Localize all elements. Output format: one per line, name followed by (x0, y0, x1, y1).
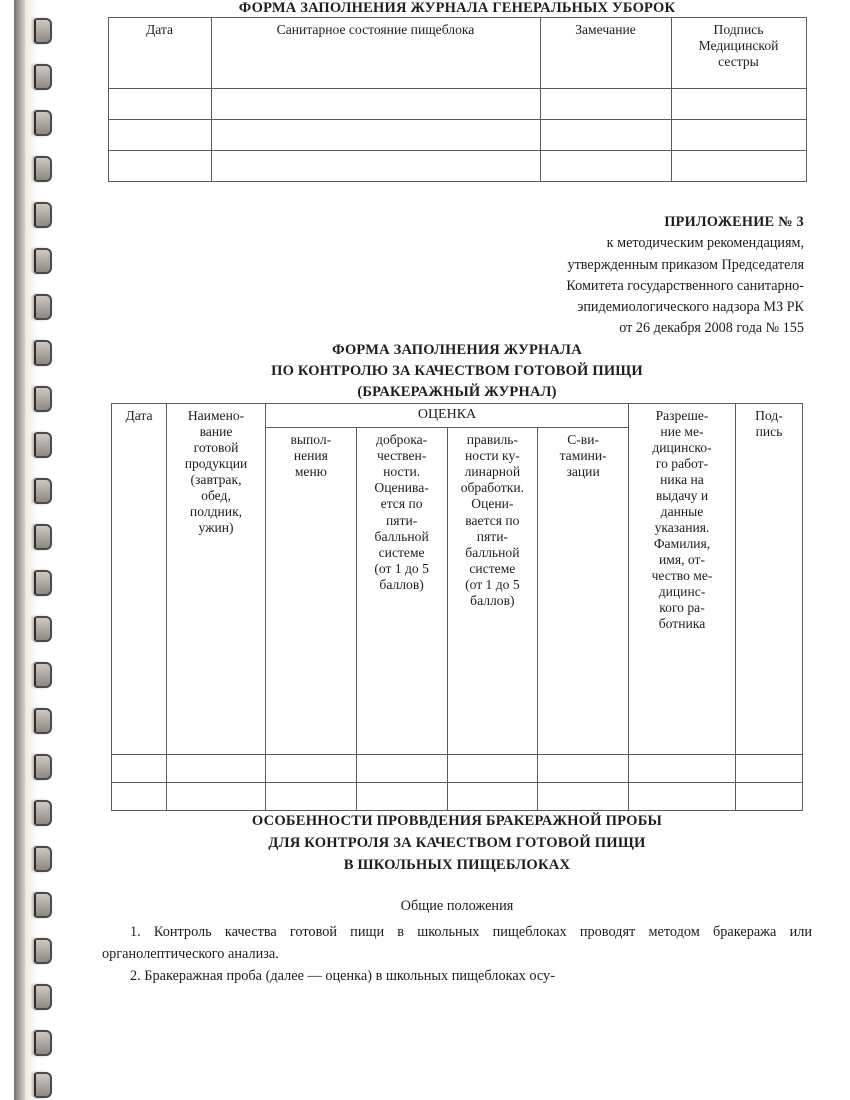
title-line: ФОРМА ЗАПОЛНЕНИЯ ЖУРНАЛА (332, 341, 582, 358)
cell-sanitary-state[interactable] (211, 120, 540, 151)
spiral-binding (0, 0, 62, 1100)
appendix-number: ПРИЛОЖЕНИЕ № 3 (664, 214, 804, 230)
cell-sanitary-state[interactable] (211, 151, 540, 182)
header-line: полдник, (189, 504, 243, 520)
header-line: чество ме- (651, 568, 713, 584)
binding-ring (34, 1072, 52, 1098)
cell-remark[interactable] (540, 89, 671, 120)
appendix-line: эпидемиологического надзора МЗ РК (577, 299, 804, 316)
header-line: готовой (193, 439, 239, 455)
binding-ring (34, 892, 52, 918)
header-line: ника на (660, 471, 704, 487)
column-group-header-assessment: ОЦЕНКА (266, 403, 629, 428)
header-line: Наимено- (187, 407, 245, 423)
binding-ring (34, 340, 52, 366)
header-line: системе (378, 544, 425, 560)
header-line: баллов) (470, 592, 515, 608)
column-header-culinary-processing (447, 428, 538, 755)
cell-signature[interactable] (671, 151, 806, 182)
header-line: выпол- (290, 432, 332, 448)
header-line: (от 1 до 5 (374, 560, 429, 576)
document-page (62, 0, 850, 1100)
binding-ring (34, 708, 52, 734)
header-line: вание (199, 423, 233, 439)
header-line: продукции (184, 455, 248, 471)
cell-culinary-processing[interactable] (447, 755, 538, 783)
binding-ring (34, 1030, 52, 1056)
table-row[interactable] (112, 783, 803, 811)
column-header-menu-execution (266, 428, 357, 755)
header-line: балльной (465, 544, 520, 560)
header-line: системе (469, 560, 516, 576)
column-header-sanitary-state: Санитарное состояние пищеблока (211, 18, 540, 89)
column-header-remark: Замечание (540, 18, 671, 89)
header-line: сестры (718, 54, 759, 70)
title-line: В ШКОЛЬНЫХ ПИЩЕБЛОКАХ (343, 857, 571, 874)
cell-signature[interactable] (736, 783, 803, 811)
cell-medical-permission[interactable] (629, 755, 736, 783)
title-line: ПО КОНТРОЛЮ ЗА КАЧЕСТВОМ ГОТОВОЙ ПИЩИ (271, 362, 643, 379)
subheading-general-provisions: Общие положения (400, 898, 514, 915)
cell-menu-execution[interactable] (266, 783, 357, 811)
page-title-food-quality-journal (102, 340, 812, 403)
header-line: ности ку- (464, 448, 520, 464)
title-line: (БРАКЕРАЖНЫЙ ЖУРНАЛ) (357, 383, 557, 400)
binding-ring (34, 662, 52, 688)
binding-ring (34, 846, 52, 872)
header-line: доброка- (376, 432, 428, 448)
section-body (102, 895, 812, 988)
header-line: ется по (380, 496, 423, 512)
header-line: (от 1 до 5 (465, 576, 520, 592)
binding-ring (34, 754, 52, 780)
header-line: кого ра- (659, 600, 705, 616)
header-line: го работ- (655, 455, 709, 471)
header-line: дицинс- (658, 584, 706, 600)
header-line: ботника (658, 616, 706, 632)
header-line: ужин) (198, 520, 234, 536)
binding-ring (34, 156, 52, 182)
binding-ring (34, 478, 52, 504)
paragraph-2: 2. Бракеражная проба (далее — оценка) в школьных пищеблоках осу- (130, 968, 555, 985)
header-line: зации (566, 464, 600, 480)
table-row[interactable] (108, 120, 806, 151)
cell-c-vitaminization[interactable] (538, 783, 629, 811)
header-line: тамини- (559, 448, 607, 464)
header-line: дицинско- (652, 439, 712, 455)
header-line: выдачу и (655, 487, 709, 503)
binding-ring (34, 800, 52, 826)
column-header-c-vitaminization (538, 428, 629, 755)
header-line: Оценива- (374, 480, 429, 496)
header-line: Разреше- (655, 407, 709, 423)
paragraph-1: 1. Контроль качества готовой пищи в школьных пищеблоках проводят методом бракеража или органолептического анализа. (102, 924, 812, 963)
header-line: Медицинской (698, 38, 779, 54)
cell-medical-permission[interactable] (629, 783, 736, 811)
cell-signature[interactable] (671, 120, 806, 151)
header-line: пяти- (385, 512, 418, 528)
binding-ring (34, 570, 52, 596)
column-header-medical-permission (629, 403, 736, 755)
cell-signature[interactable] (736, 755, 803, 783)
binding-ring (34, 616, 52, 642)
header-line: указания. (654, 520, 710, 536)
cell-sanitary-state[interactable] (211, 89, 540, 120)
cell-product-name[interactable] (167, 783, 266, 811)
binding-ring (34, 64, 52, 90)
cell-c-vitaminization[interactable] (538, 755, 629, 783)
binding-ring (34, 524, 52, 550)
header-line: меню (294, 464, 327, 480)
header-line: балльной (374, 528, 429, 544)
binding-ring (34, 18, 52, 44)
header-line: обед, (201, 487, 231, 503)
header-line: имя, от- (658, 552, 705, 568)
header-line: Подпись (713, 22, 764, 37)
header-line: С-ви- (567, 432, 600, 448)
binding-ring (34, 984, 52, 1010)
cell-quality[interactable] (356, 755, 447, 783)
cell-remark[interactable] (540, 120, 671, 151)
header-line: данные (660, 504, 704, 520)
table-header-row (108, 18, 806, 89)
header-line: вается по (465, 512, 520, 528)
cell-date[interactable] (112, 755, 167, 783)
cell-signature[interactable] (671, 89, 806, 120)
header-line: нения (293, 448, 328, 464)
binding-ring (34, 294, 52, 320)
table-row[interactable] (112, 755, 803, 783)
appendix-line: к методическим рекомендациям, (606, 235, 804, 252)
cell-product-name[interactable] (167, 755, 266, 783)
header-line: пись (755, 423, 783, 439)
header-line: линарной (464, 464, 521, 480)
header-line: Под- (755, 407, 783, 423)
column-header-product-name (167, 403, 266, 755)
header-line: (завтрак, (190, 471, 242, 487)
binding-ring (34, 202, 52, 228)
cell-menu-execution[interactable] (266, 755, 357, 783)
column-header-signature (736, 403, 803, 755)
cell-date[interactable] (108, 151, 211, 182)
table-food-quality (111, 403, 803, 812)
appendix-line: Комитета государственного санитарно- (566, 277, 804, 294)
section-title-brakerazh-features (102, 811, 812, 877)
cell-date[interactable] (108, 120, 211, 151)
table-row[interactable] (108, 89, 806, 120)
header-line: чествен- (376, 448, 427, 464)
header-line: Оцени- (471, 496, 514, 512)
binding-gutter (14, 0, 25, 1100)
cell-quality[interactable] (356, 783, 447, 811)
page-title-general-cleaning: ФОРМА ЗАПОЛНЕНИЯ ЖУРНАЛА ГЕНЕРАЛЬНЫХ УБОРОК (238, 0, 676, 16)
cell-date[interactable] (112, 783, 167, 811)
cell-date[interactable] (108, 89, 211, 120)
header-line: правиль- (466, 432, 519, 448)
column-header-date: Дата (108, 18, 211, 89)
title-line: ДЛЯ КОНТРОЛЯ ЗА КАЧЕСТВОМ ГОТОВОЙ ПИЩИ (268, 835, 646, 852)
appendix-block (102, 212, 812, 340)
table-row[interactable] (108, 151, 806, 182)
binding-ring (34, 248, 52, 274)
binding-ring (34, 110, 52, 136)
header-line: пяти- (476, 528, 509, 544)
table-general-cleaning (108, 17, 807, 182)
column-header-quality (356, 428, 447, 755)
header-line: ности. (383, 464, 421, 480)
binding-ring (34, 938, 52, 964)
appendix-line: от 26 декабря 2008 года № 155 (619, 320, 804, 337)
cell-culinary-processing[interactable] (447, 783, 538, 811)
header-line: Фамилия, (653, 536, 711, 552)
title-line: ОСОБЕННОСТИ ПРОВВДЕНИЯ БРАКЕРАЖНОЙ ПРОБЫ (251, 813, 663, 830)
header-line: баллов) (379, 576, 424, 592)
cell-remark[interactable] (540, 151, 671, 182)
table-header-row-top (112, 403, 803, 428)
column-header-nurse-signature (671, 18, 806, 89)
appendix-line: утвержденным приказом Председателя (567, 256, 804, 273)
binding-ring (34, 386, 52, 412)
header-line: обработки. (460, 480, 525, 496)
binding-ring (34, 432, 52, 458)
header-line: ние ме- (660, 423, 704, 439)
column-header-date: Дата (112, 403, 167, 755)
